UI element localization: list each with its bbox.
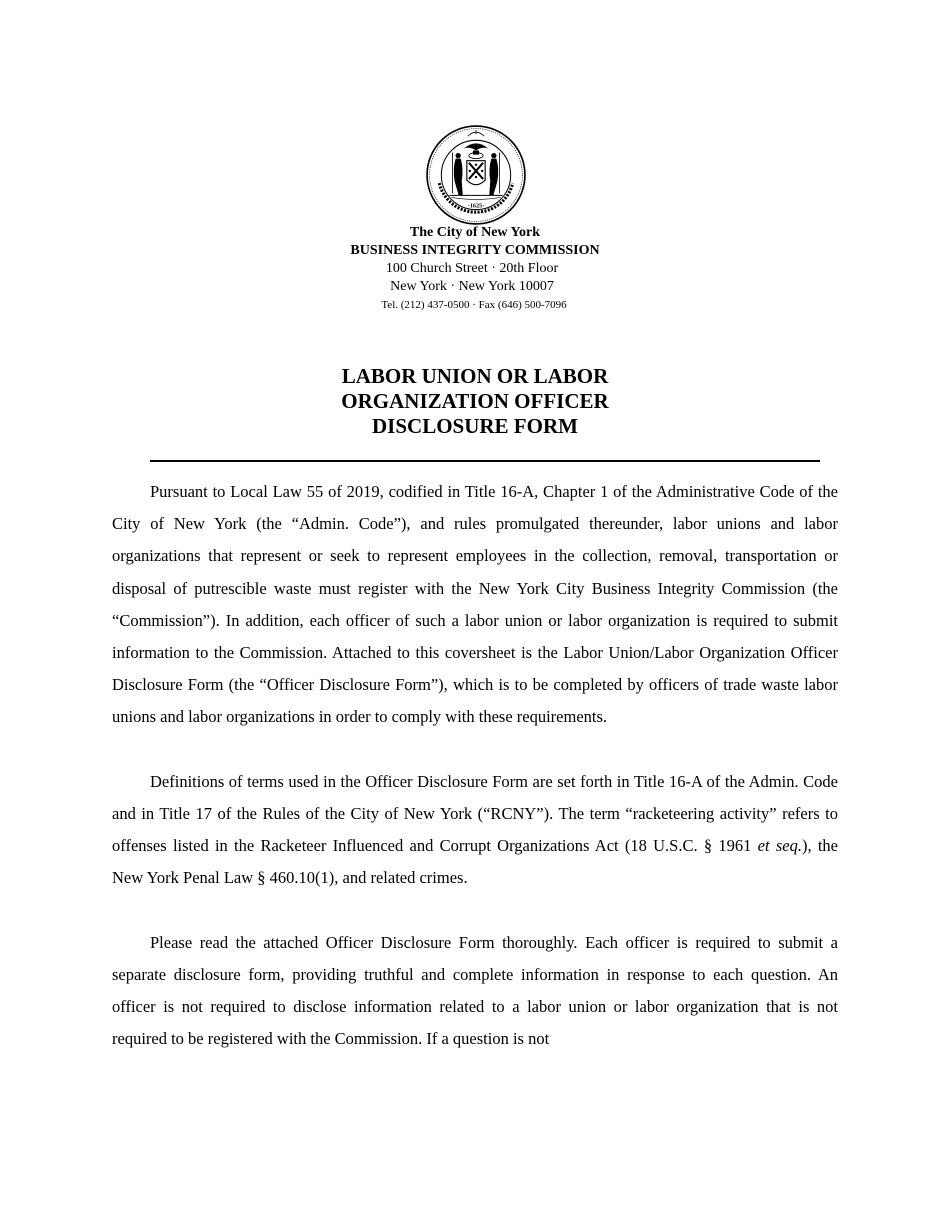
- form-title-line-3: DISCLOSURE FORM: [372, 414, 578, 438]
- paragraph-2-italic: et seq.: [757, 836, 802, 856]
- paragraph-1: Pursuant to Local Law 55 of 2019, codified in Title 16-A, Chapter 1 of the Administrative Code of the City of New York (the “Admin. Code”), and rules promulgated thereunder, labor unions and labor organizations that represent or seek to represent employees in the collection, removal, transportation or disposal of putrescible waste must register with the New York City Business Integrity Commission (the “Commission”). In addition, each officer of such a labor union or labor organization is required to submit information to the Commission. Attached to this coversheet is the Labor Union/Labor Organization Officer Disclosure Form (the “Officer Disclosure Form”), which is to be completed by officers of trade waste labor unions and labor organizations in order to comply with these requirements.: [112, 482, 838, 727]
- form-title-line-2: ORGANIZATION OFFICER: [341, 389, 609, 413]
- paragraph-3: Please read the attached Officer Disclosure Form thoroughly. Each officer is required to submit a separate disclosure form, providing truthful and complete information in response to each question. An officer is not required to disclose information related to a labor union or labor organization that is not required to be registered with the Commission. If a question is not: [112, 932, 838, 1049]
- commission-name: BUSINESS INTEGRITY COMMISSION: [350, 243, 600, 258]
- city-state-zip: New York · New York 10007: [390, 279, 554, 294]
- title-divider: [150, 460, 820, 462]
- paragraph-2-part-a: Definitions of terms used in the Officer Disclosure Form are set forth in Title 16-A of the Admin. Code and in Title 17 of the Rules of the City of New York (“RCNY”). The term “racketeering activity” refers to offenses listed in the Racketeer Influenced and Corrupt Organizations Act (18 U.S.C. § 1961: [112, 771, 838, 856]
- nyc-city-seal-icon: [425, 124, 527, 226]
- body-text: [112, 476, 838, 1056]
- street-address: 100 Church Street · 20th Floor: [385, 261, 559, 276]
- city-name: The City of New York: [409, 225, 541, 240]
- seal-year: ·1625·: [467, 203, 485, 210]
- letterhead: [0, 224, 950, 314]
- paragraph-2-part-b: ), the New York Penal Law § 460.10(1), and related crimes.: [112, 836, 838, 888]
- paragraph-2: [112, 766, 838, 895]
- phone-fax: Tel. (212) 437-0500 · Fax (646) 500-7096: [381, 299, 567, 311]
- form-title: [0, 364, 950, 439]
- form-title-line-1: LABOR UNION OR LABOR: [341, 364, 609, 388]
